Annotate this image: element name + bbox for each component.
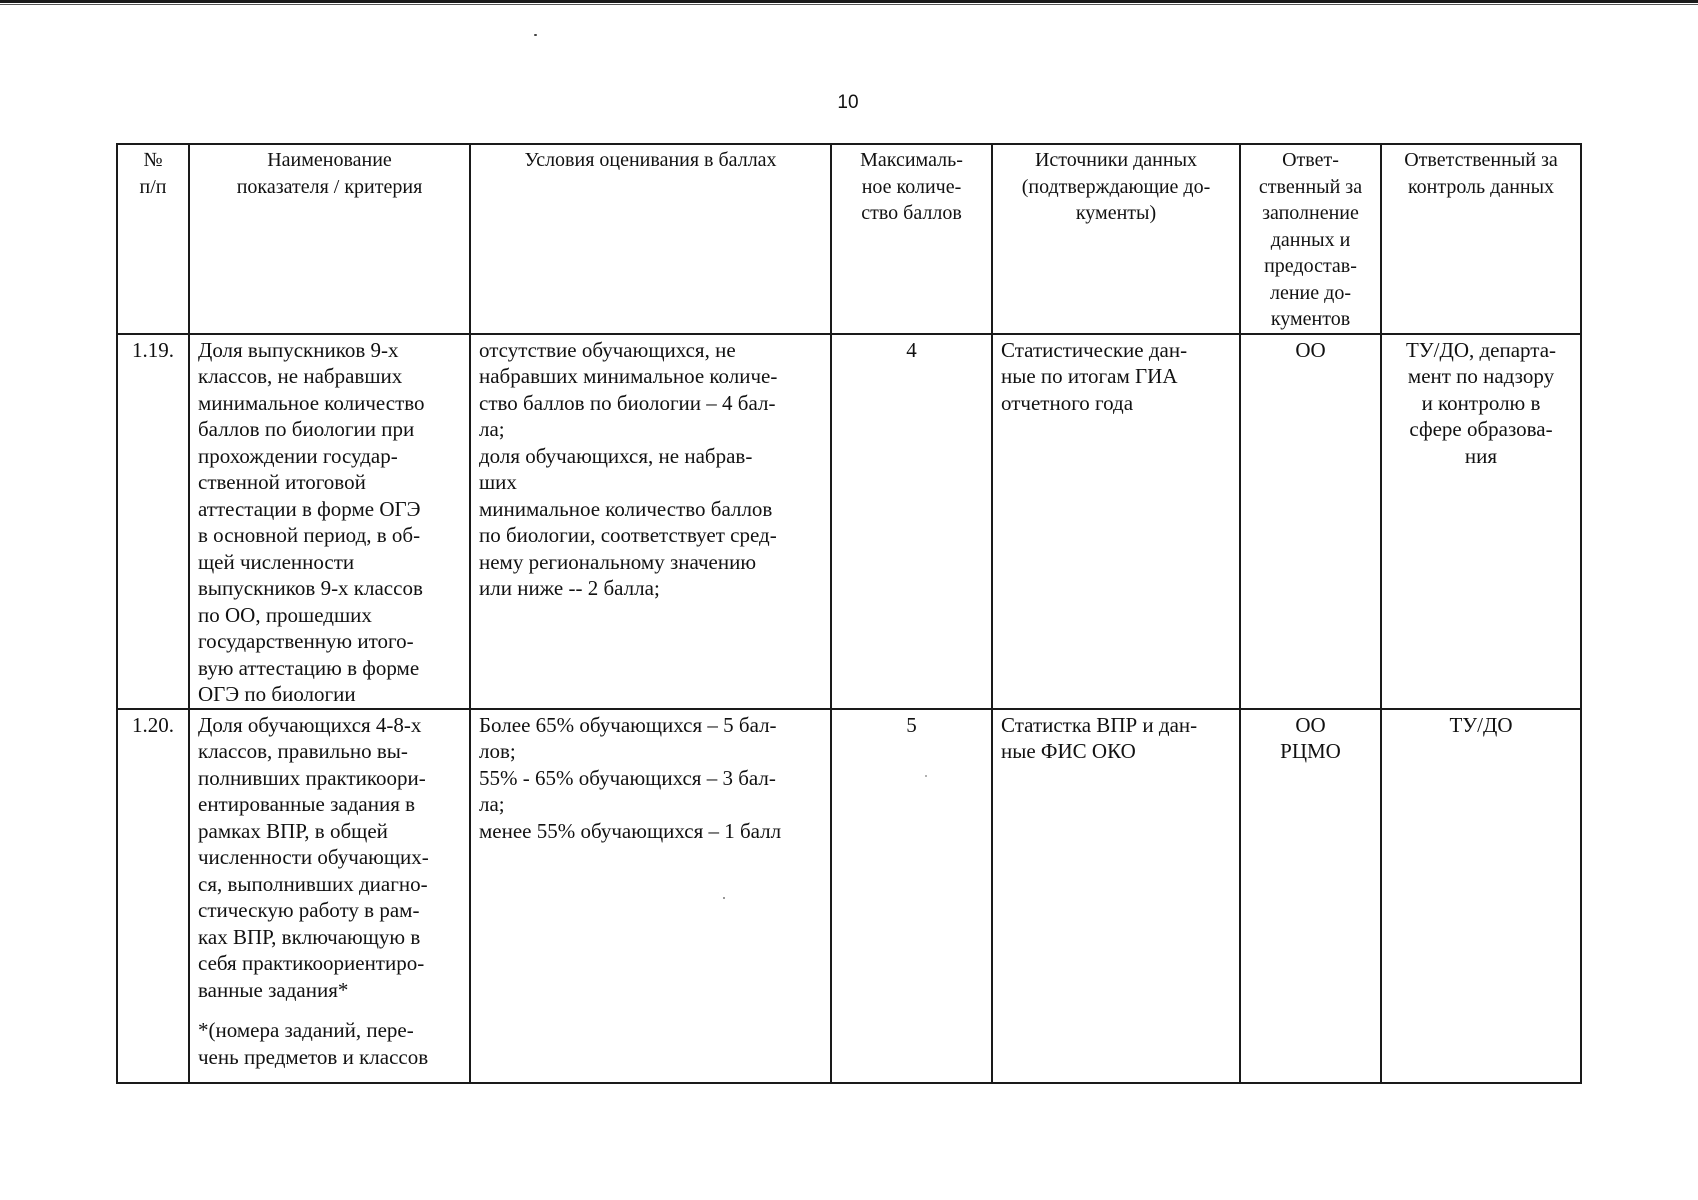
table-header-row — [117, 144, 1581, 334]
header-max-score: Максималь- ное количе- ство баллов — [831, 144, 992, 334]
row-data-sources: Статистка ВПР и дан- ные ФИС ОКО — [992, 709, 1240, 1083]
row-conditions: отсутствие обучающихся, не набравших минимальное количе- ство баллов по биологии – 4 бал- ла; доля обучающихся, не набрав- ших минимальное количество баллов по биологии, соответствует сред- нему региональному значению или ниже -- 2 балла; — [470, 334, 831, 709]
table-row — [117, 334, 1581, 709]
header-responsible-fill: Ответ- ственный за заполнение данных и предостав- ление до- кументов — [1240, 144, 1381, 334]
row-max-score: 5 — [831, 709, 992, 1083]
row-responsible-control: ТУ/ДО, департа- мент по надзору и контролю в сфере образова- ния — [1381, 334, 1581, 709]
row-number: 1.20. — [117, 709, 189, 1083]
header-indicator-name: Наименование показателя / критерия — [189, 144, 470, 334]
row-responsible-fill: ОО РЦМО — [1240, 709, 1381, 1083]
row-indicator-name — [189, 334, 470, 709]
row-max-score: 4 — [831, 334, 992, 709]
table-row — [117, 709, 1581, 1083]
top-border-line-secondary — [0, 4, 1698, 5]
header-data-sources: Источники данных (подтверждающие до- кументы) — [992, 144, 1240, 334]
header-number: № п/п — [117, 144, 189, 334]
row-indicator-name — [189, 709, 470, 1083]
row-responsible-fill: ОО — [1240, 334, 1381, 709]
spacer — [198, 1003, 461, 1017]
indicator-text: Доля обучающихся 4-8-х классов, правильно вы- полнивших практикоори- ентированные задания в рамках ВПР, в общей численности обучающих- ся, выполнивших диагно- стическую работу в рам- ках ВПР, включающую в себя практикоориентиро- ванные задания* — [198, 712, 429, 1002]
header-conditions: Условия оценивания в баллах — [470, 144, 831, 334]
row-responsible-control: ТУ/ДО — [1381, 709, 1581, 1083]
row-conditions: Более 65% обучающихся – 5 бал- лов; 55% - 65% обучающихся – 3 бал- ла; менее 55% обучающихся – 1 балл — [470, 709, 831, 1083]
criteria-table — [116, 143, 1582, 1084]
page-number: 10 — [837, 92, 859, 113]
scan-speck — [534, 34, 537, 36]
indicator-footnote: *(номера заданий, пере- чень предметов и классов — [198, 1018, 429, 1069]
row-number: 1.19. — [117, 334, 189, 709]
top-border-line — [0, 0, 1698, 3]
indicator-text: Доля выпускников 9-х классов, не набравших минимальное количество баллов по биологии при прохождении государ- ственной итоговой аттестации в форме ОГЭ в основной период, в об- щей численности выпускников 9-х классов по ОО, прошедших государственную итого- вую аттестацию в форме ОГЭ по биологии — [198, 337, 425, 706]
row-data-sources: Статистические дан- ные по итогам ГИА отчетного года — [992, 334, 1240, 709]
header-responsible-control: Ответственный за контроль данных — [1381, 144, 1581, 334]
